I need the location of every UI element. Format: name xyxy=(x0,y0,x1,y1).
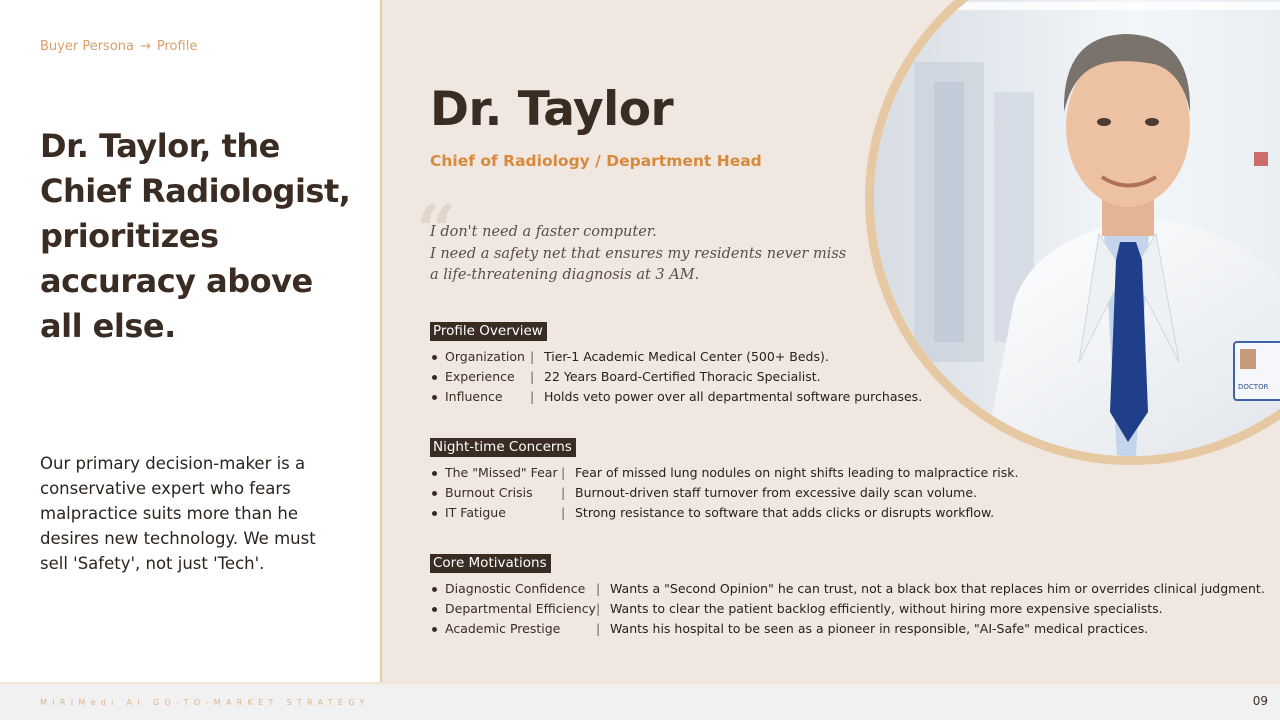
breadcrumb xyxy=(40,39,197,54)
separator: | xyxy=(561,485,566,500)
row-value: Fear of missed lung nodules on night shifts leading to malpractice risk. xyxy=(575,465,1019,480)
list-item xyxy=(430,387,1250,407)
bullet-icon xyxy=(432,607,437,612)
bullet-icon xyxy=(432,587,437,592)
bullet-icon xyxy=(432,471,437,476)
bullet-icon xyxy=(432,627,437,632)
left-panel xyxy=(0,0,380,682)
section-title-concerns: Night-time Concerns xyxy=(430,438,576,457)
page-number: 09 xyxy=(1252,694,1268,708)
separator: | xyxy=(530,389,535,404)
row-label: Academic Prestige xyxy=(445,621,561,636)
footer-brand: MIRIMedi AI GO-TO-MARKET STRATEGY xyxy=(40,698,370,707)
list-item xyxy=(430,463,1250,483)
row-label: Burnout Crisis xyxy=(445,485,533,500)
row-label: IT Fatigue xyxy=(445,505,506,520)
arrow-right-icon: → xyxy=(139,39,151,54)
bullet-icon xyxy=(432,375,437,380)
separator: | xyxy=(596,601,601,616)
bullet-icon xyxy=(432,491,437,496)
row-label: Organization xyxy=(445,349,525,364)
breadcrumb-page: Profile xyxy=(156,39,198,54)
quote-line-1: I don't need a faster computer. xyxy=(430,224,657,240)
bullet-icon xyxy=(432,395,437,400)
section-title-profile: Profile Overview xyxy=(430,322,547,341)
persona-role: Chief of Radiology / Department Head xyxy=(430,152,762,170)
row-value: Wants a "Second Opinion" he can trust, not a black box that replaces him or overrides clinical judgment. xyxy=(610,581,1265,596)
badge-text: DOCTOR xyxy=(1238,383,1269,391)
row-label: Diagnostic Confidence xyxy=(445,581,586,596)
breadcrumb-section: Buyer Persona xyxy=(40,39,134,54)
section-title-motivations: Core Motivations xyxy=(430,554,551,573)
persona-name: Dr. Taylor xyxy=(430,82,674,137)
list-item xyxy=(430,579,1265,599)
list-item xyxy=(430,347,1250,367)
row-label: The "Missed" Fear xyxy=(445,465,558,480)
row-value: Strong resistance to software that adds clicks or disrupts workflow. xyxy=(575,505,995,520)
row-label: Experience xyxy=(445,369,515,384)
separator: | xyxy=(561,505,566,520)
separator: | xyxy=(596,581,601,596)
summary-text: Our primary decision-maker is a conservative expert who fears malpractice suits more than he desires new technology. We must sell 'Safety', not just 'Tech'. xyxy=(40,454,316,573)
motivations-list xyxy=(430,579,1265,639)
row-label: Departmental Efficiency xyxy=(445,601,596,616)
list-item xyxy=(430,599,1250,619)
row-value: Burnout-driven staff turnover from excessive daily scan volume. xyxy=(575,485,977,500)
right-panel xyxy=(382,0,1280,682)
row-label: Influence xyxy=(445,389,503,404)
list-item xyxy=(430,367,1250,387)
headline: Dr. Taylor, the Chief Radiologist, prioritizes accuracy above all else. xyxy=(40,127,351,345)
separator: | xyxy=(561,465,566,480)
footer xyxy=(0,682,1280,720)
quote-icon: “ xyxy=(416,189,457,272)
concerns-list xyxy=(430,463,1250,523)
persona-quote xyxy=(430,222,850,287)
list-item xyxy=(430,483,1250,503)
row-value: Tier-1 Academic Medical Center (500+ Beds). xyxy=(544,349,829,364)
list-item xyxy=(430,503,1250,523)
quote-line-2: I need a safety net that ensures my residents never miss a life-threatening diagnosis at 3 AM. xyxy=(430,245,847,283)
separator: | xyxy=(530,349,535,364)
row-value: Wants his hospital to be seen as a pioneer in responsible, "AI-Safe" medical practices. xyxy=(610,621,1149,636)
bullet-icon xyxy=(432,511,437,516)
row-value: Wants to clear the patient backlog efficiently, without hiring more expensive specialists. xyxy=(610,601,1163,616)
row-value: Holds veto power over all departmental software purchases. xyxy=(544,389,923,404)
row-value: 22 Years Board-Certified Thoracic Specialist. xyxy=(544,369,821,384)
separator: | xyxy=(530,369,535,384)
bullet-icon xyxy=(432,355,437,360)
separator: | xyxy=(596,621,601,636)
list-item xyxy=(430,619,1250,639)
profile-list xyxy=(430,347,1250,407)
